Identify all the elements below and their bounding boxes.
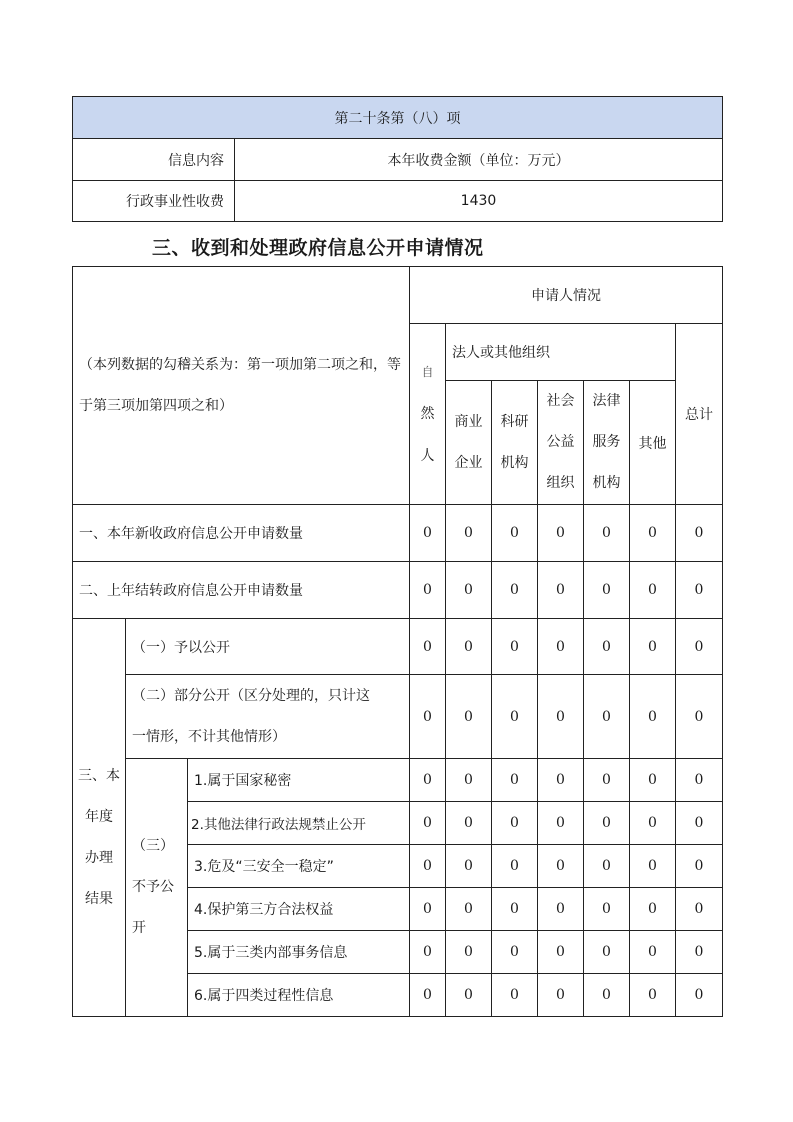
- cell-value: 0: [584, 759, 630, 802]
- table-note: （本列数据的勾稽关系为：第一项加第二项之和，等于第三项加第四项之和）: [73, 267, 410, 505]
- fee-col-amount-label: 本年收费金额（单位：万元）: [235, 139, 723, 181]
- cell-value: 0: [676, 888, 723, 931]
- cell-value: 0: [410, 974, 446, 1017]
- cell-value: 0: [492, 802, 538, 845]
- cell-value: 0: [410, 619, 446, 675]
- cell-value: 0: [446, 562, 492, 619]
- cell-value: 0: [446, 505, 492, 562]
- fee-row-value: 1430: [235, 181, 723, 222]
- cell-value: 0: [538, 888, 584, 931]
- cell-value: 0: [446, 619, 492, 675]
- row-label: 3.危及“三安全一稳定”: [188, 845, 410, 888]
- cell-value: 0: [584, 619, 630, 675]
- row-label: （二）部分公开（区分处理的，只计这 一情形，不计其他情形）: [126, 675, 410, 759]
- cell-value: 0: [492, 619, 538, 675]
- cell-value: 0: [676, 562, 723, 619]
- col-legal: 法律 服务 机构: [584, 381, 630, 505]
- cell-value: 0: [446, 888, 492, 931]
- cell-value: 0: [410, 505, 446, 562]
- cell-value: 0: [676, 619, 723, 675]
- cell-value: 0: [584, 505, 630, 562]
- col-business: 商业 企业: [446, 381, 492, 505]
- row-label: （一）予以公开: [126, 619, 410, 675]
- cell-value: 0: [446, 931, 492, 974]
- section-title: 三、收到和处理政府信息公开申请情况: [152, 237, 484, 259]
- cell-value: 0: [676, 675, 723, 759]
- table-row: [73, 505, 723, 562]
- row-label: 1.属于国家秘密: [188, 759, 410, 802]
- cell-value: 0: [584, 974, 630, 1017]
- cell-value: 0: [492, 888, 538, 931]
- row-label: 4.保护第三方合法权益: [188, 888, 410, 931]
- cell-value: 0: [538, 675, 584, 759]
- cell-value: 0: [492, 505, 538, 562]
- fee-table: [72, 96, 723, 222]
- cell-value: 0: [492, 562, 538, 619]
- cell-value: 0: [630, 505, 676, 562]
- cell-value: 0: [410, 888, 446, 931]
- cell-value: 0: [410, 845, 446, 888]
- applicant-header: 申请人情况: [410, 267, 723, 324]
- row-label: 6.属于四类过程性信息: [188, 974, 410, 1017]
- table-row: [73, 562, 723, 619]
- cell-value: 0: [676, 505, 723, 562]
- cell-value: 0: [676, 974, 723, 1017]
- cell-value: 0: [584, 802, 630, 845]
- col-total: 总计: [676, 324, 723, 505]
- cell-value: 0: [538, 931, 584, 974]
- cell-value: 0: [492, 759, 538, 802]
- cell-value: 0: [630, 619, 676, 675]
- cell-value: 0: [584, 931, 630, 974]
- cell-value: 0: [492, 974, 538, 1017]
- legal-person-header: 法人或其他组织: [446, 324, 676, 381]
- refuse-group-label: （三） 不予公 开: [126, 759, 188, 1017]
- cell-value: 0: [630, 562, 676, 619]
- cell-value: 0: [584, 562, 630, 619]
- fee-col-info-label: 信息内容: [73, 139, 235, 181]
- cell-value: 0: [446, 759, 492, 802]
- cell-value: 0: [630, 845, 676, 888]
- cell-value: 0: [676, 802, 723, 845]
- cell-value: 0: [538, 562, 584, 619]
- cell-value: 0: [410, 931, 446, 974]
- table-row: [73, 675, 723, 759]
- cell-value: 0: [538, 619, 584, 675]
- cell-value: 0: [538, 759, 584, 802]
- cell-value: 0: [492, 675, 538, 759]
- cell-value: 0: [446, 802, 492, 845]
- cell-value: 0: [410, 562, 446, 619]
- row-label: 2.其他法律行政法规禁止公开: [188, 802, 410, 845]
- cell-value: 0: [584, 845, 630, 888]
- cell-value: 0: [630, 802, 676, 845]
- cell-value: 0: [446, 675, 492, 759]
- col-research: 科研 机构: [492, 381, 538, 505]
- table-row: [73, 619, 723, 675]
- cell-value: 0: [630, 974, 676, 1017]
- cell-value: 0: [538, 505, 584, 562]
- cell-value: 0: [492, 845, 538, 888]
- cell-value: 0: [446, 845, 492, 888]
- cell-value: 0: [538, 802, 584, 845]
- cell-value: 0: [410, 759, 446, 802]
- cell-value: 0: [538, 845, 584, 888]
- cell-value: 0: [584, 675, 630, 759]
- cell-value: 0: [676, 931, 723, 974]
- cell-value: 0: [630, 931, 676, 974]
- row-label: 5.属于三类内部事务信息: [188, 931, 410, 974]
- cell-value: 0: [630, 675, 676, 759]
- cell-value: 0: [410, 802, 446, 845]
- col-social: 社会 公益 组织: [538, 381, 584, 505]
- fee-table-header: 第二十条第（八）项: [73, 97, 723, 139]
- cell-value: 0: [630, 759, 676, 802]
- application-table: [72, 266, 723, 1017]
- row-label: 二、上年结转政府信息公开申请数量: [73, 562, 410, 619]
- row-label: 一、本年新收政府信息公开申请数量: [73, 505, 410, 562]
- cell-value: 0: [446, 974, 492, 1017]
- cell-value: 0: [676, 759, 723, 802]
- cell-value: 0: [492, 931, 538, 974]
- cell-value: 0: [630, 888, 676, 931]
- cell-value: 0: [410, 675, 446, 759]
- col-natural-person: 自 然 人: [410, 324, 446, 505]
- table-row: [73, 759, 723, 802]
- fee-row-label: 行政事业性收费: [73, 181, 235, 222]
- cell-value: 0: [538, 974, 584, 1017]
- cell-value: 0: [676, 845, 723, 888]
- result-group-label: 三、本 年度 办理 结果: [73, 619, 126, 1017]
- col-other: 其他: [630, 381, 676, 505]
- cell-value: 0: [584, 888, 630, 931]
